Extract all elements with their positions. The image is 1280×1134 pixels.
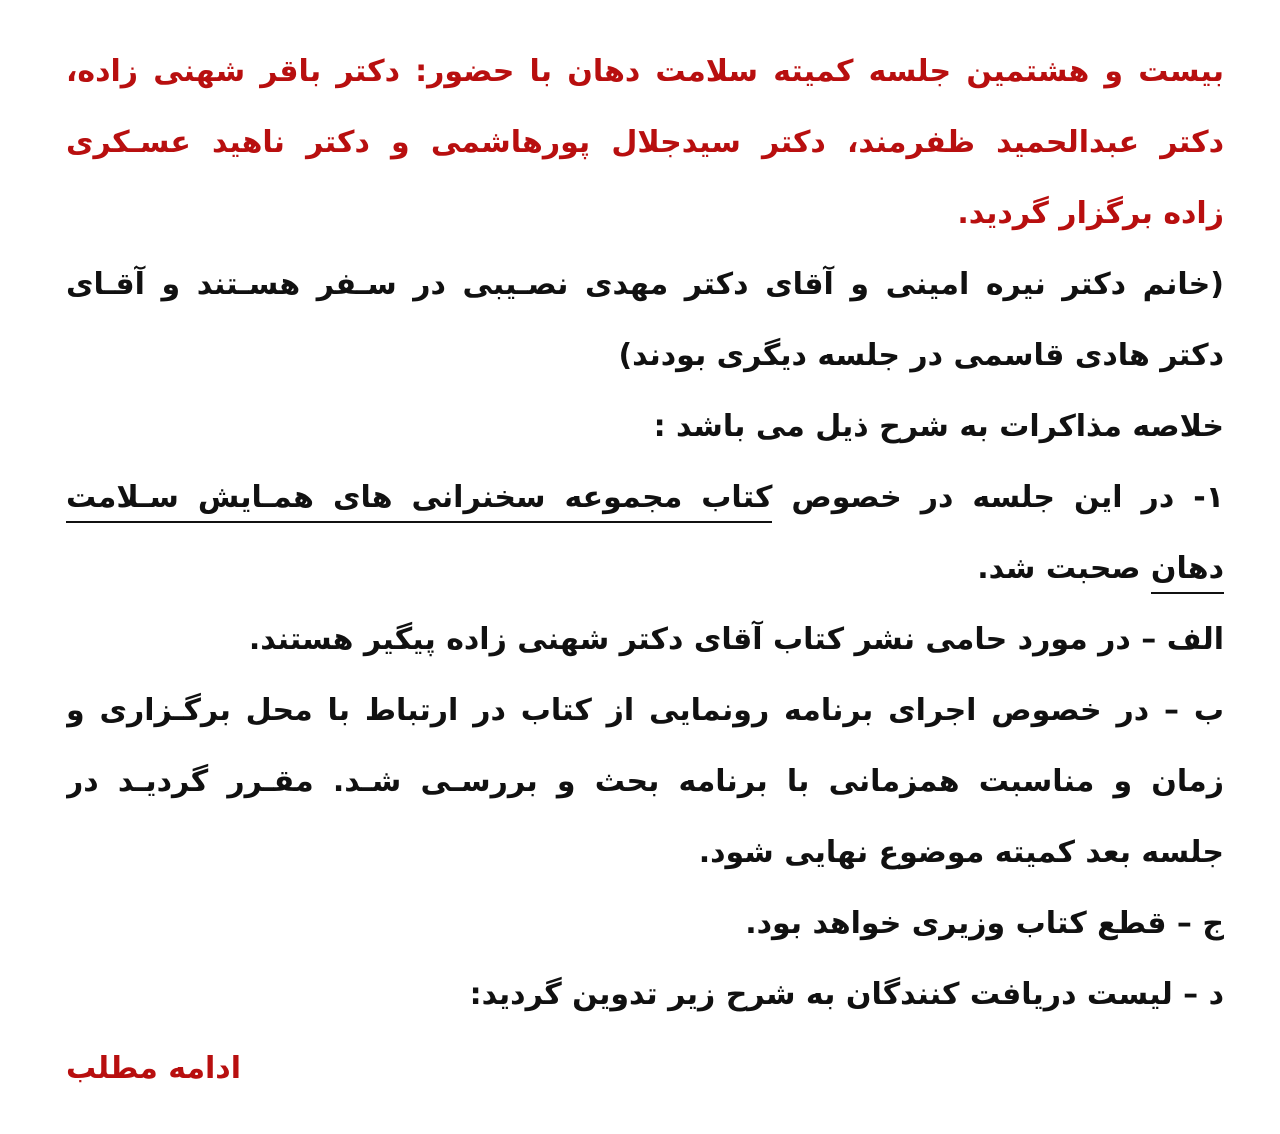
- absent-note-line-2: دکتر هادی قاسمی در جلسه دیگری بودند): [618, 338, 1224, 373]
- subitem-dal: د – لیست دریافت کنندگان به شرح زیر تدوین گردید:: [469, 977, 1224, 1012]
- subitem-be-line-1: ب – در خصوص اجرای برنامه رونمایی از کتاب در ارتباط با محل برگـزاری و: [66, 693, 1224, 728]
- subitem-jim: ج – قطع کتاب وزیری خواهد بود.: [745, 906, 1224, 941]
- subitem-be-line-2: زمان و مناسبت همزمانی با برنامه بحث و بررسـی شـد. مقـرر گردیـد در: [66, 764, 1224, 799]
- absent-note-line-1: (خانم دکتر نیره امینی و آقای دکتر مهدی نصـیبی در سـفر هسـتند و آقـای: [66, 267, 1224, 302]
- item-1-line-2: [66, 533, 1224, 604]
- meeting-header-line-3: زاده برگزار گردید.: [957, 196, 1224, 231]
- meeting-header-line-2: دکتر عبدالحمید ظفرمند، دکتر سیدجلال پورهاشمی و دکتر ناهید عسـکری: [66, 125, 1224, 160]
- summary-heading: خلاصه مذاکرات به شرح ذیل می باشد :: [653, 409, 1224, 444]
- item-1-topic-part-1: کتاب مجموعه سخنرانی های همـایش سـلامت: [66, 480, 772, 523]
- meeting-header-line-1: بیست و هشتمین جلسه کمیته سلامت دهان با حضور: دکتر باقر شهنی زاده،: [66, 54, 1224, 89]
- item-1-line-1: [66, 462, 1224, 533]
- subitem-alef: الف – در مورد حامی نشر کتاب آقای دکتر شهنی زاده پیگیر هستند.: [248, 622, 1224, 657]
- item-1-suffix: صحبت شد.: [977, 551, 1151, 586]
- continue-reading-link[interactable]: ادامه مطلب: [66, 1051, 241, 1086]
- document-body: [66, 36, 1224, 1030]
- item-1-topic-part-2: دهان: [1151, 551, 1224, 594]
- subitem-be-line-3: جلسه بعد کمیته موضوع نهایی شود.: [698, 835, 1224, 870]
- item-1-prefix: ۱- در این جلسه در خصوص: [772, 480, 1224, 515]
